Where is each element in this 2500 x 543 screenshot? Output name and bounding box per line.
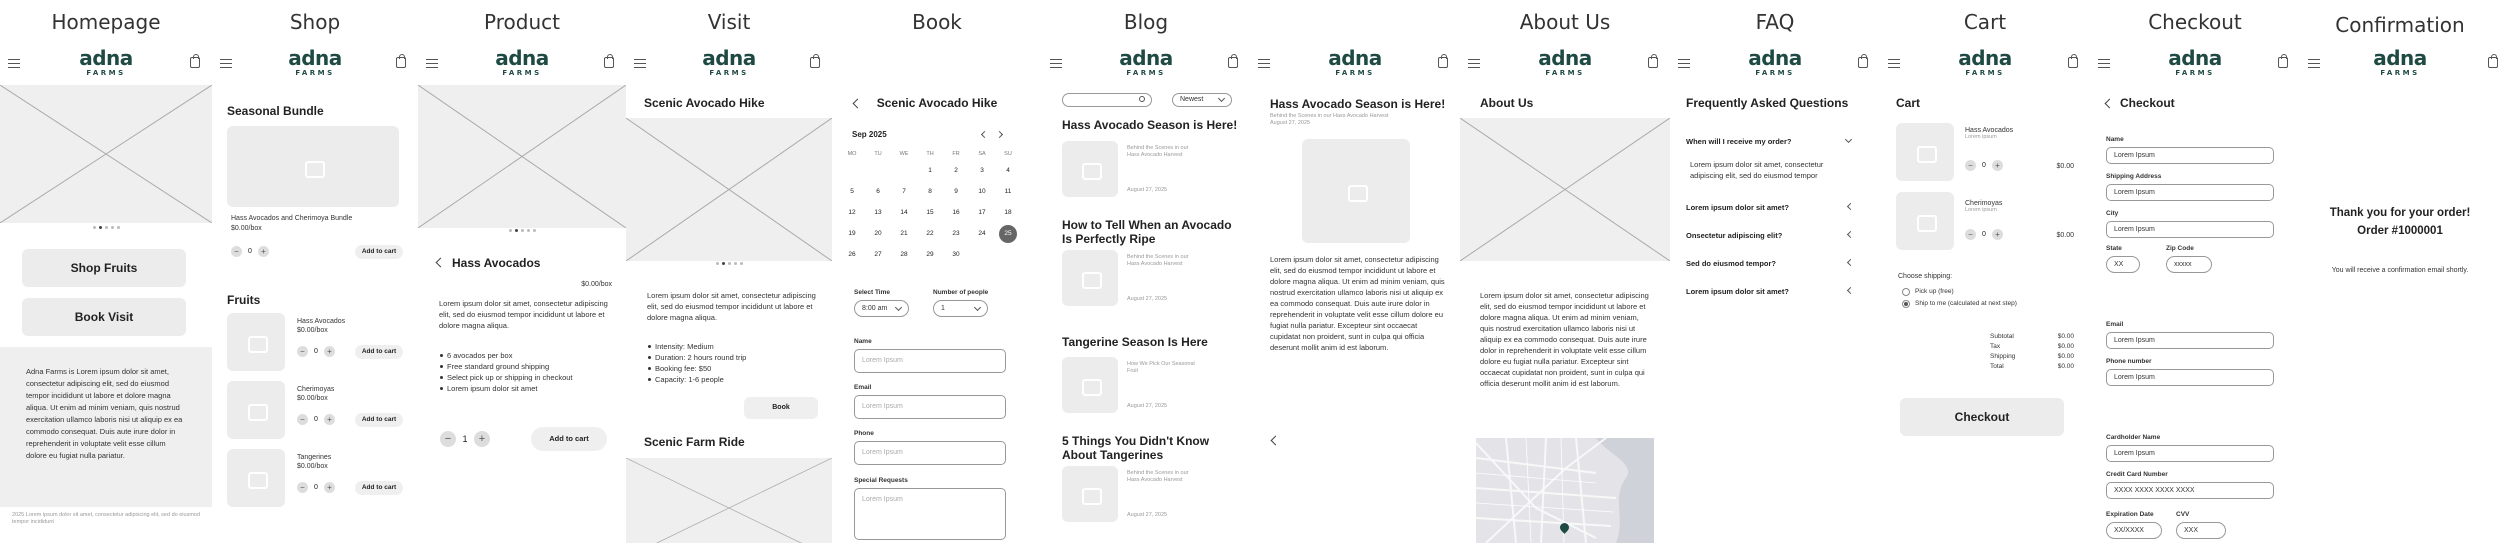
calendar-day[interactable]: 14 bbox=[900, 209, 908, 216]
cart-icon[interactable] bbox=[1648, 57, 1658, 68]
calendar-day[interactable]: 30 bbox=[952, 251, 960, 258]
cart-item-sub: Lorem ipsum bbox=[1965, 134, 1997, 140]
cart-item-price: $0.00 bbox=[2056, 232, 2074, 239]
phone-frame bbox=[1042, 45, 1250, 543]
expiration-input[interactable]: XX/XXXX bbox=[2106, 522, 2162, 539]
screen-title: Blog bbox=[1123, 10, 1169, 34]
book-button[interactable]: Book bbox=[744, 397, 818, 419]
post-excerpt: Behind the Scenes in our Hass Avocado Harvest bbox=[1127, 470, 1189, 483]
fruit-image[interactable] bbox=[227, 449, 285, 507]
calendar-day[interactable]: 25 bbox=[999, 225, 1017, 243]
screen-title: Product bbox=[484, 10, 560, 34]
plus-button[interactable]: + bbox=[258, 246, 269, 257]
logo[interactable]: adna FARMS bbox=[1538, 46, 1592, 77]
email-label: Email bbox=[854, 384, 872, 391]
header bbox=[418, 45, 626, 85]
carousel-dots[interactable] bbox=[418, 229, 626, 232]
about-section bbox=[0, 347, 212, 507]
screen-title: FAQ bbox=[1755, 10, 1795, 34]
feature-item: Free standard ground shipping bbox=[439, 361, 619, 372]
fruits-heading: Fruits bbox=[227, 293, 261, 307]
chevron-down-icon[interactable] bbox=[1845, 136, 1852, 143]
quantity-value: 0 bbox=[314, 348, 318, 355]
calendar-day[interactable]: 24 bbox=[978, 230, 986, 237]
about-text: Adna Farms is Lorem ipsum dolor sit amet, consectetur adipiscing elit, sed do eiusmod tempor incididunt ut labore et dolore magna aliqua. Ut enim ad minim veniam, quis nostrud exercitation ullamco laboris nisi ut aliquip ex ea commodo consequat. Duis aute irure dolor in reprehenderit in voluptate velit esse cillum dolore eu fugiat nulla pariatur. bbox=[26, 367, 183, 460]
faq-question[interactable]: When will I receive my order? bbox=[1686, 137, 1792, 146]
detail-item: Intensity: Medium bbox=[647, 341, 827, 352]
shop-fruits-button[interactable]: Shop Fruits bbox=[22, 249, 186, 287]
sort-value: Newest bbox=[1180, 96, 1204, 103]
cardholder-label: Cardholder Name bbox=[2106, 434, 2161, 441]
name-input[interactable]: Lorem Ipsum bbox=[854, 349, 1006, 373]
faq-screen bbox=[1670, 0, 1880, 543]
header bbox=[2090, 45, 2300, 85]
calendar-day[interactable]: 16 bbox=[952, 209, 960, 216]
logo[interactable]: adna FARMS bbox=[1119, 46, 1173, 77]
cart-icon[interactable] bbox=[604, 57, 614, 68]
checkout-button[interactable]: Checkout bbox=[1900, 398, 2064, 436]
chevron-down-icon bbox=[1218, 95, 1225, 102]
special-requests-label: Special Requests bbox=[854, 477, 908, 484]
logo[interactable]: adna FARMS bbox=[1748, 46, 1802, 77]
calendar-day[interactable]: 18 bbox=[1004, 209, 1012, 216]
product-image-placeholder bbox=[418, 85, 626, 228]
summary-value: $0.00 bbox=[2057, 333, 2074, 340]
card-number-label: Credit Card Number bbox=[2106, 471, 2168, 478]
calendar-day[interactable]: 6 bbox=[876, 188, 880, 195]
minus-button[interactable]: − bbox=[297, 482, 308, 493]
product-screen bbox=[418, 0, 626, 543]
phone-label: Phone number bbox=[2106, 358, 2152, 365]
add-to-cart-button[interactable]: Add to cart bbox=[355, 245, 403, 259]
minus-button[interactable]: − bbox=[297, 346, 308, 357]
cart-icon[interactable] bbox=[1228, 57, 1238, 68]
cart-item-image bbox=[1896, 123, 1954, 181]
ship-option-label: Ship to me (calculated at next step) bbox=[1915, 300, 2017, 307]
about-heading: About Us bbox=[1480, 96, 1534, 110]
minus-button[interactable]: − bbox=[440, 431, 456, 447]
logo[interactable]: adna FARMS bbox=[288, 46, 342, 77]
post-thumbnail[interactable] bbox=[1062, 466, 1118, 522]
cart-item-price: $0.00 bbox=[2056, 163, 2074, 170]
cart-screen bbox=[1880, 0, 2090, 543]
post-excerpt: How We Pick Our Seasonal Fruit bbox=[1127, 361, 1195, 374]
cart-icon[interactable] bbox=[2278, 57, 2288, 68]
screen-title: Cart bbox=[1963, 10, 2007, 34]
plus-button[interactable]: + bbox=[474, 431, 490, 447]
calendar-month: Sep 2025 bbox=[852, 130, 887, 139]
screen-title: Book bbox=[912, 10, 962, 34]
cart-item-sub: Lorem ipsum bbox=[1965, 207, 1997, 213]
shop-screen bbox=[212, 0, 418, 543]
hero-image-placeholder bbox=[0, 85, 212, 223]
faq-question[interactable]: Lorem ipsum dolor sit amet? bbox=[1686, 203, 1789, 212]
state-label: State bbox=[2106, 245, 2122, 252]
field-label: Name bbox=[2106, 136, 2124, 143]
phone-frame bbox=[2300, 45, 2500, 543]
fruit-name: Tangerines bbox=[297, 454, 332, 461]
chevron-left-icon[interactable] bbox=[1847, 203, 1854, 210]
add-to-cart-button[interactable]: Add to cart bbox=[355, 345, 403, 359]
calendar-day[interactable]: 21 bbox=[900, 230, 908, 237]
header bbox=[626, 45, 832, 85]
cart-icon[interactable] bbox=[810, 57, 820, 68]
weekday-label: WE bbox=[899, 151, 909, 157]
faq-answer: Lorem ipsum dolor sit amet, consectetur adipiscing elit, sed do eiusmod tempor bbox=[1690, 160, 1824, 180]
address-input[interactable]: Lorem Ipsum bbox=[2106, 184, 2274, 201]
book-screen bbox=[832, 0, 1042, 543]
post-date: August 27, 2025 bbox=[1127, 296, 1168, 302]
quantity-value: 0 bbox=[248, 248, 252, 255]
expiration-label: Expiration Date bbox=[2106, 511, 2154, 518]
calendar-day[interactable]: 22 bbox=[926, 230, 934, 237]
product-price: $0.00/box bbox=[581, 281, 612, 288]
prev-month-icon[interactable] bbox=[981, 131, 988, 138]
chevron-left-icon[interactable] bbox=[1847, 259, 1854, 266]
tour-details bbox=[647, 341, 827, 385]
calendar-day[interactable]: 5 bbox=[850, 188, 854, 195]
quantity-value: 0 bbox=[1982, 162, 1986, 169]
carousel-dots[interactable] bbox=[0, 226, 212, 229]
fruit-image[interactable] bbox=[227, 381, 285, 439]
visit-screen bbox=[626, 0, 832, 543]
cart-icon[interactable] bbox=[1858, 57, 1868, 68]
ship-radio[interactable] bbox=[1902, 300, 1910, 308]
summary-label: Subtotal bbox=[1990, 333, 2014, 340]
weekday-label: TH bbox=[926, 151, 934, 157]
homepage-screen bbox=[0, 0, 212, 543]
product-name: Hass Avocados bbox=[452, 256, 541, 270]
confirmation-screen bbox=[2300, 0, 2500, 543]
calendar-day[interactable]: 23 bbox=[952, 230, 960, 237]
detail-item: Duration: 2 hours round trip bbox=[647, 352, 827, 363]
faq-question[interactable]: Sed do eiusmod tempor? bbox=[1686, 259, 1777, 268]
cart-item-name: Hass Avocados bbox=[1965, 127, 2014, 134]
phone-input[interactable]: Lorem Ipsum bbox=[854, 441, 1006, 465]
header bbox=[0, 45, 212, 85]
tour-image-placeholder bbox=[626, 118, 832, 261]
state-input[interactable]: XX bbox=[2106, 256, 2140, 273]
calendar-day[interactable]: 29 bbox=[926, 251, 934, 258]
phone-frame bbox=[626, 45, 832, 543]
card-number-input[interactable]: XXXX XXXX XXXX XXXX bbox=[2106, 482, 2274, 499]
tour-image-placeholder bbox=[626, 458, 832, 543]
name-input[interactable]: Lorem Ipsum bbox=[2106, 147, 2274, 164]
header bbox=[1042, 45, 1250, 85]
summary-label: Shipping bbox=[1990, 353, 2016, 360]
calendar-day[interactable]: 1 bbox=[928, 167, 932, 174]
logo[interactable]: adna FARMS bbox=[702, 46, 756, 77]
screen-title: Shop bbox=[289, 10, 341, 34]
faq-heading: Frequently Asked Questions bbox=[1686, 96, 1849, 110]
weekday-label: TU bbox=[874, 151, 882, 157]
screen-title: Checkout bbox=[2148, 10, 2242, 34]
blog-post-screen bbox=[1250, 0, 1460, 543]
pickup-radio[interactable] bbox=[1902, 288, 1910, 296]
cart-icon[interactable] bbox=[2488, 57, 2498, 68]
calendar-day[interactable]: 4 bbox=[1006, 167, 1010, 174]
header bbox=[1250, 45, 1460, 85]
special-requests-input[interactable]: Lorem Ipsum bbox=[854, 488, 1006, 540]
cart-icon[interactable] bbox=[396, 57, 406, 68]
thank-you-message bbox=[2300, 204, 2500, 240]
shipping-label: Choose shipping: bbox=[1898, 273, 1953, 280]
logo[interactable]: adna FARMS bbox=[1958, 46, 2012, 77]
time-value: 8:00 am bbox=[862, 305, 888, 312]
post-title[interactable]: Hass Avocado Season is Here! bbox=[1062, 118, 1238, 132]
field-label: City bbox=[2106, 210, 2119, 217]
minus-button[interactable]: − bbox=[1965, 229, 1976, 240]
post-date: August 27, 2025 bbox=[1127, 403, 1168, 409]
header bbox=[1460, 45, 1670, 85]
phone-label: Phone bbox=[854, 430, 874, 437]
booking-heading: Scenic Avocado Hike bbox=[876, 96, 998, 110]
cart-icon[interactable] bbox=[2068, 57, 2078, 68]
tour-title: Scenic Farm Ride bbox=[644, 435, 745, 449]
screen-title: Visit bbox=[707, 10, 751, 34]
blog-screen bbox=[1042, 0, 1250, 543]
logo[interactable]: adna FARMS bbox=[1328, 46, 1382, 77]
summary-label: Total bbox=[1990, 363, 2004, 370]
weekday-label: MO bbox=[847, 151, 857, 157]
chevron-left-icon[interactable] bbox=[1847, 231, 1854, 238]
about-body: Lorem ipsum dolor sit amet, consectetur adipiscing elit, sed do eiusmod tempor incididunt ut labore et dolore magna aliqua. Ut enim ad minim veniam, quis nostrud exercitation ullamco laboris nisi ut aliquip ex ea commodo consequat. Duis aute irure dolor in reprehenderit in voluptate velit esse cillum dolore eu fugiat nulla pariatur. Excepteur sint occaecat cupidatat non proident, sunt in culpa qui officia deserunt mollit anim id est laborum. bbox=[1480, 291, 1649, 388]
back-icon[interactable] bbox=[1271, 436, 1281, 446]
field-label: Shipping Address bbox=[2106, 173, 2162, 180]
bundle-heading: Seasonal Bundle bbox=[227, 104, 324, 118]
chevron-left-icon[interactable] bbox=[1847, 287, 1854, 294]
phone-input[interactable]: Lorem Ipsum bbox=[2106, 369, 2274, 386]
bundle-name: Hass Avocados and Cherimoya Bundle bbox=[231, 215, 353, 222]
confirmation-email-note: You will receive a confirmation email shortly. bbox=[2331, 267, 2469, 274]
header bbox=[2300, 45, 2500, 85]
weekday-label: SA bbox=[978, 151, 986, 157]
calendar-day[interactable]: 26 bbox=[848, 251, 856, 258]
cvv-label: CVV bbox=[2176, 511, 2190, 518]
summary-values bbox=[2044, 332, 2074, 372]
bundle-image[interactable] bbox=[227, 126, 399, 207]
post-excerpt: Behind the Scenes in our Hass Avocado Harvest bbox=[1127, 145, 1189, 158]
post-thumbnail[interactable] bbox=[1062, 250, 1118, 306]
zip-input[interactable]: xxxxx bbox=[2166, 256, 2212, 273]
pickup-option-label: Pick up (free) bbox=[1915, 288, 1954, 295]
calendar-day[interactable]: 19 bbox=[848, 230, 856, 237]
feature-item: Lorem ipsum dolor sit amet bbox=[439, 383, 619, 394]
email-input[interactable]: Lorem Ipsum bbox=[2106, 332, 2274, 349]
tour-title: Scenic Avocado Hike bbox=[644, 96, 765, 110]
weekday-label: SU bbox=[1004, 151, 1012, 157]
minus-button[interactable]: − bbox=[297, 414, 308, 425]
article-image bbox=[1302, 139, 1410, 243]
calendar-day[interactable]: 20 bbox=[874, 230, 882, 237]
fruit-price: $0.00/box bbox=[297, 463, 328, 470]
header bbox=[1670, 45, 1880, 85]
post-thumbnail[interactable] bbox=[1062, 141, 1118, 197]
cart-icon[interactable] bbox=[1438, 57, 1448, 68]
cart-icon[interactable] bbox=[190, 57, 200, 68]
email-label: Email bbox=[2106, 321, 2124, 328]
email-input[interactable]: Lorem Ipsum bbox=[854, 395, 1006, 419]
calendar-day[interactable]: 15 bbox=[926, 209, 934, 216]
sort-select[interactable] bbox=[1172, 93, 1232, 107]
phone-frame bbox=[1250, 45, 1460, 543]
thank-you-text: Thank you for your order! bbox=[2329, 207, 2471, 219]
faq-question[interactable]: Onsectetur adipiscing elit? bbox=[1686, 231, 1783, 240]
carousel-dots[interactable] bbox=[626, 262, 832, 265]
add-to-cart-button[interactable]: Add to cart bbox=[531, 427, 607, 451]
post-title[interactable]: Tangerine Season Is Here bbox=[1062, 335, 1208, 349]
article-body: Lorem ipsum dolor sit amet, consectetur adipiscing elit, sed do eiusmod tempor incididunt ut labore et dolore magna aliqua. Ut enim ad minim veniam, quis nostrud exercitation ullamco laboris nisi ut aliquip ex ea commodo consequat. Duis aute irure dolor in reprehenderit in voluptate velit esse cillum dolore eu fugiat nulla pariatur. Excepteur sint occaecat cupidatat non proident, sunt in culpa qui officia deserunt mollit anim id est laborum. bbox=[1270, 255, 1445, 352]
book-visit-button[interactable]: Book Visit bbox=[22, 298, 186, 336]
plus-button[interactable]: + bbox=[324, 482, 335, 493]
quantity-value: 0 bbox=[314, 416, 318, 423]
chevron-down-icon bbox=[974, 304, 981, 311]
detail-item: Booking fee: $50 bbox=[647, 363, 827, 374]
tour-description: Lorem ipsum dolor sit amet, consectetur adipiscing elit, sed do eiusmod tempor incididunt ut labore et dolore magna aliqua. bbox=[647, 291, 816, 322]
calendar-day[interactable]: 9 bbox=[954, 188, 958, 195]
faq-question[interactable]: Lorem ipsum dolor sit amet? bbox=[1686, 287, 1789, 296]
farm-location-map[interactable] bbox=[1476, 438, 1654, 543]
fruit-price: $0.00/box bbox=[297, 395, 328, 402]
checkout-screen bbox=[2090, 0, 2300, 543]
calendar-day[interactable]: 11 bbox=[1004, 188, 1012, 195]
article-date: August 27, 2025 bbox=[1270, 120, 1311, 126]
calendar-day[interactable]: 12 bbox=[848, 209, 856, 216]
post-thumbnail[interactable] bbox=[1062, 357, 1118, 413]
fruit-name: Hass Avocados bbox=[297, 318, 346, 325]
phone-frame bbox=[2090, 45, 2300, 543]
cart-heading: Cart bbox=[1896, 96, 1921, 110]
calendar-day[interactable]: 3 bbox=[980, 167, 984, 174]
logo[interactable]: adna FARMS bbox=[2168, 46, 2222, 77]
bundle-price: $0.00/box bbox=[231, 225, 262, 232]
quantity-value: 0 bbox=[1982, 231, 1986, 238]
product-description: Lorem ipsum dolor sit amet, consectetur adipiscing elit, sed do eiusmod tempor incididunt ut labore et dolore magna aliqua. bbox=[439, 299, 608, 330]
plus-button[interactable]: + bbox=[324, 414, 335, 425]
logo[interactable]: adna FARMS bbox=[495, 46, 549, 77]
calendar-day[interactable]: 17 bbox=[978, 209, 986, 216]
minus-button[interactable]: − bbox=[231, 246, 242, 257]
screen-title: Confirmation bbox=[2335, 13, 2465, 37]
feature-item: 6 avocados per box bbox=[439, 350, 619, 361]
article-title: Hass Avocado Season is Here! bbox=[1270, 97, 1446, 111]
back-icon[interactable] bbox=[2105, 99, 2115, 109]
people-label: Number of people bbox=[933, 289, 989, 296]
chevron-down-icon bbox=[895, 304, 902, 311]
calendar-day[interactable]: 8 bbox=[928, 188, 932, 195]
header bbox=[1880, 45, 2090, 85]
name-label: Name bbox=[854, 338, 872, 345]
fruit-name: Cherimoyas bbox=[297, 386, 335, 393]
footer-text: 2025 Lorem ipsum dolor sit amet, consectetur adipiscing elit, sed do eiusmod tempor incididunt bbox=[12, 512, 201, 525]
people-value: 1 bbox=[941, 305, 945, 312]
calendar-grid bbox=[844, 151, 1034, 281]
order-number: Order #1000001 bbox=[2357, 225, 2443, 237]
fruit-price: $0.00/box bbox=[297, 327, 328, 334]
calendar-day[interactable]: 2 bbox=[954, 167, 958, 174]
plus-button[interactable]: + bbox=[324, 346, 335, 357]
quantity-value: 1 bbox=[462, 434, 468, 444]
post-date: August 27, 2025 bbox=[1127, 512, 1168, 518]
logo[interactable]: adna FARMS bbox=[79, 46, 133, 77]
phone-frame bbox=[0, 45, 212, 543]
post-date: August 27, 2025 bbox=[1127, 187, 1168, 193]
fruit-image[interactable] bbox=[227, 313, 285, 371]
about-image-placeholder bbox=[1460, 118, 1670, 261]
add-to-cart-button[interactable]: Add to cart bbox=[355, 413, 403, 427]
zip-label: Zip Code bbox=[2166, 245, 2194, 252]
phone-frame bbox=[418, 45, 626, 543]
screen-title: About Us bbox=[1519, 10, 1611, 34]
people-select[interactable] bbox=[933, 300, 988, 317]
calendar-day[interactable]: 13 bbox=[874, 209, 882, 216]
phone-frame bbox=[1670, 45, 1880, 543]
feature-item: Select pick up or shipping in checkout bbox=[439, 372, 619, 383]
search-input[interactable] bbox=[1062, 93, 1152, 107]
product-features bbox=[439, 350, 619, 394]
add-to-cart-button[interactable]: Add to cart bbox=[355, 481, 403, 495]
cart-item-image bbox=[1896, 192, 1954, 250]
article-subtitle: Behind the Scenes in our Hass Avocado Harvest bbox=[1270, 113, 1389, 119]
cart-item-name: Cherimoyas bbox=[1965, 200, 2003, 207]
phone-frame bbox=[832, 45, 1042, 543]
search-icon bbox=[1139, 96, 1145, 102]
back-icon[interactable] bbox=[436, 258, 446, 268]
summary-label: Tax bbox=[1990, 343, 2001, 350]
plus-button[interactable]: + bbox=[1992, 229, 2003, 240]
weekday-label: FR bbox=[952, 151, 960, 157]
post-title[interactable]: How to Tell When an Avocado Is Perfectly Ripe bbox=[1062, 218, 1232, 246]
calendar-day[interactable]: 28 bbox=[900, 251, 908, 258]
summary-value: $0.00 bbox=[2057, 343, 2074, 350]
minus-button[interactable]: − bbox=[1965, 160, 1976, 171]
cardholder-input[interactable]: Lorem Ipsum bbox=[2106, 445, 2274, 462]
post-title[interactable]: 5 Things You Didn't Know About Tangerines bbox=[1062, 434, 1210, 462]
plus-button[interactable]: + bbox=[1992, 160, 2003, 171]
screen-title: Homepage bbox=[51, 10, 161, 34]
phone-frame bbox=[1880, 45, 2090, 543]
summary-labels bbox=[1990, 332, 2030, 372]
quantity-value: 0 bbox=[314, 484, 318, 491]
checkout-heading: Checkout bbox=[2120, 96, 2175, 110]
calendar-day[interactable]: 7 bbox=[902, 188, 906, 195]
time-select[interactable] bbox=[854, 300, 909, 317]
phone-frame bbox=[1460, 45, 1670, 543]
calendar-day[interactable]: 27 bbox=[874, 251, 882, 258]
city-input[interactable]: Lorem Ipsum bbox=[2106, 221, 2274, 238]
summary-value: $0.00 bbox=[2057, 363, 2074, 370]
cvv-input[interactable]: XXX bbox=[2176, 522, 2226, 539]
detail-item: Capacity: 1-6 people bbox=[647, 374, 827, 385]
summary-value: $0.00 bbox=[2057, 353, 2074, 360]
calendar-day[interactable]: 10 bbox=[978, 188, 986, 195]
time-label: Select Time bbox=[854, 289, 891, 296]
logo[interactable]: adna FARMS bbox=[2373, 46, 2427, 77]
header bbox=[212, 45, 418, 85]
phone-frame bbox=[212, 45, 418, 543]
next-month-icon[interactable] bbox=[996, 131, 1003, 138]
about-screen bbox=[1460, 0, 1670, 543]
post-excerpt: Behind the Scenes in our Hass Avocado Harvest bbox=[1127, 254, 1189, 267]
